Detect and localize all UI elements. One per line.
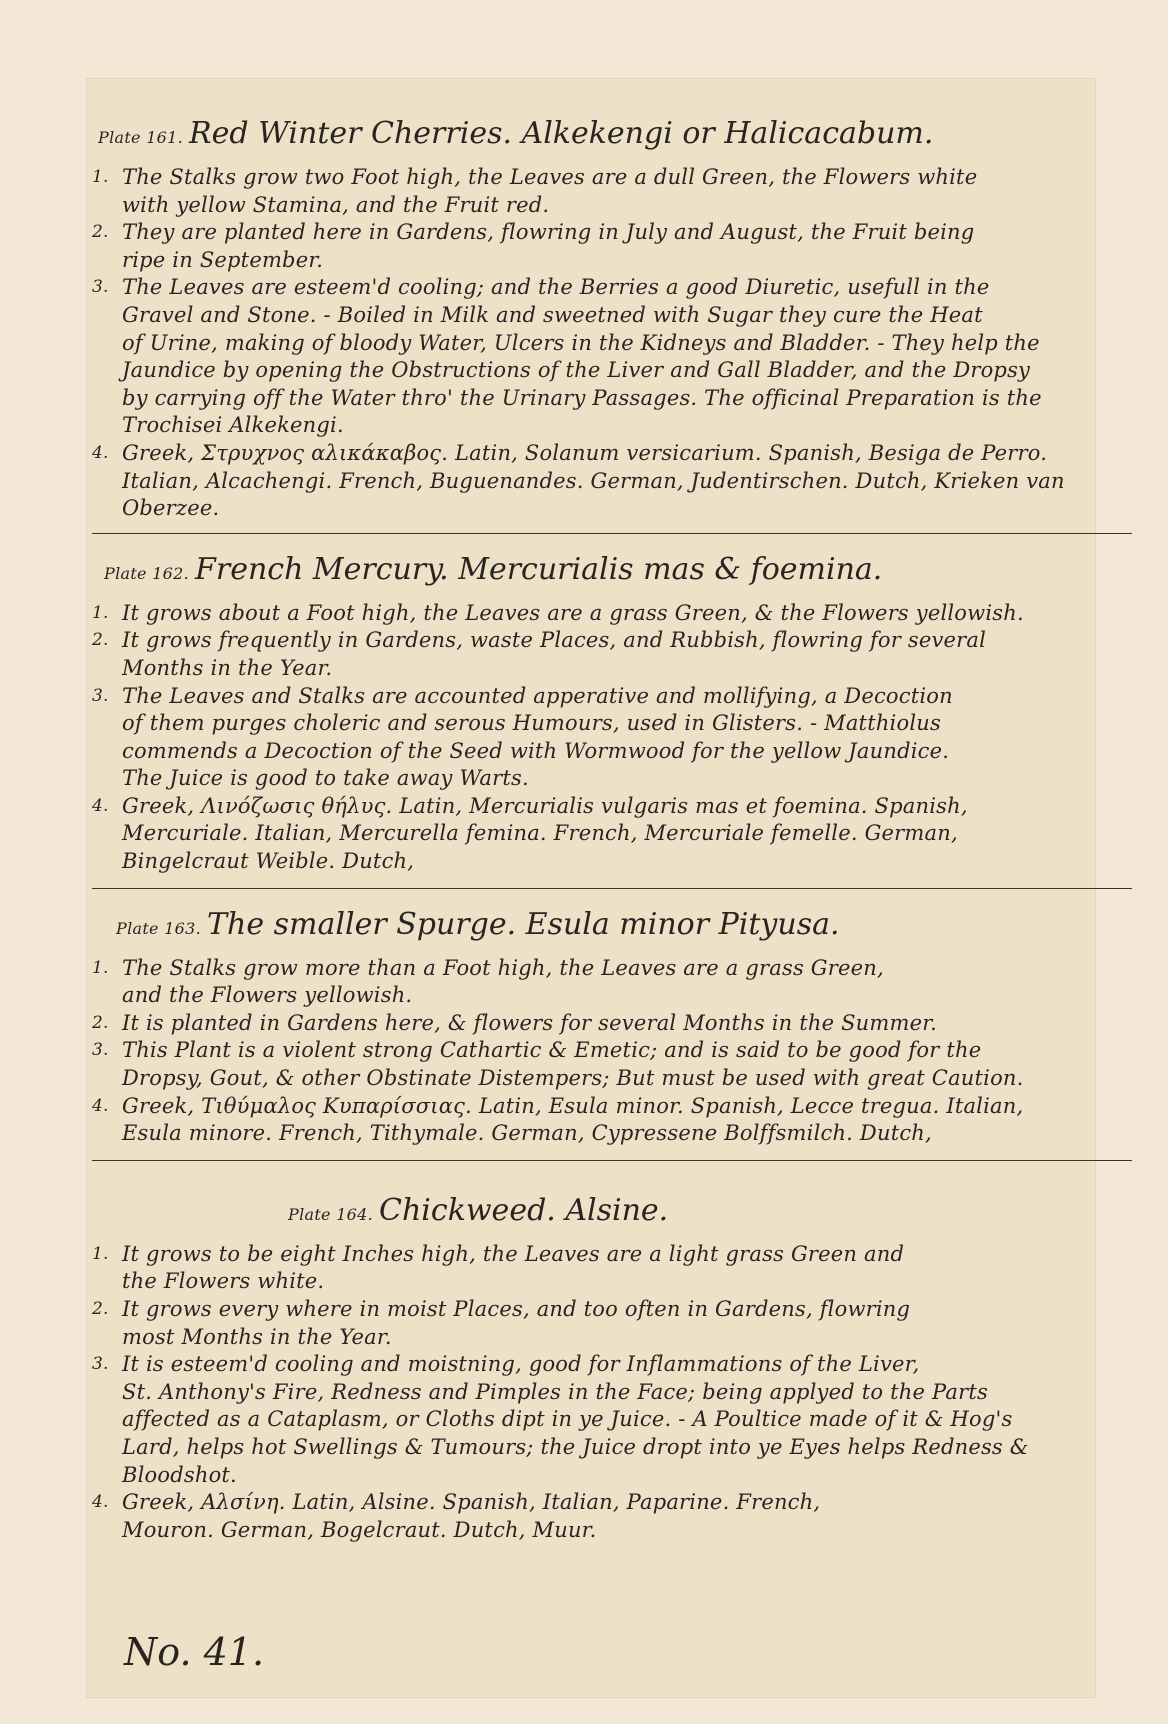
item-number: 3.	[92, 277, 109, 298]
plate-161-item-1	[92, 164, 1132, 219]
plate-164-heading	[288, 1189, 1132, 1237]
plate-164-section	[92, 1189, 1132, 1545]
item-number: 3.	[92, 685, 109, 706]
item-number: 4.	[92, 795, 109, 816]
item-number: 3.	[92, 1354, 109, 1375]
item-text: It grows frequently in Gardens, waste Places, and Rubbish, flowring for several Months in the Year.	[122, 628, 987, 680]
plate-162-item-3	[92, 683, 1132, 793]
plate-163-item-3	[92, 1037, 1132, 1092]
item-number: 1.	[92, 602, 109, 623]
plate-163-item-1	[92, 955, 1132, 1010]
plate-161-item-2	[92, 219, 1132, 274]
plate-163-heading	[116, 903, 1132, 951]
plate-164-item-1	[92, 1241, 1132, 1296]
plate-161-section	[92, 112, 1132, 523]
item-text: Greek, Στρυχνος αλικάκαβος. Latin, Solanum versicarium. Spanish, Besiga de Perro. Italian, Alcachengi. French, Buguenandes. German, Judentirschen. Dutch, Krieken van Oberzee.	[122, 440, 1065, 521]
plate-161-item-3	[92, 274, 1132, 440]
plate-163-title: The smaller Spurge. Esula minor Pityusa.	[207, 906, 840, 942]
item-number: 2.	[92, 222, 109, 243]
item-text: It grows to be eight Inches high, the Leaves are a light grass Green and the Flowers white.	[122, 1241, 905, 1294]
plate-164-item-4	[92, 1489, 1132, 1544]
item-number: 2.	[92, 1299, 109, 1319]
plate-163-section	[92, 903, 1132, 1148]
section-divider	[92, 533, 1132, 534]
item-number: 2.	[92, 1012, 109, 1033]
plate-162-item-4	[92, 793, 1132, 876]
item-text: They are planted here in Gardens, flowring in July and August, the Fruit being ripe in September.	[122, 220, 975, 272]
item-number: 2.	[92, 630, 109, 651]
plate-163-label: Plate 163.	[116, 918, 202, 938]
plate-161-heading	[98, 112, 1132, 160]
plate-161-title: Red Winter Cherries. Alkekengi or Halicacabum.	[189, 116, 934, 151]
plate-162-title: French Mercury. Mercurialis mas & foemina.	[195, 551, 883, 587]
item-text: Greek, Τιθύμαλος Κυπαρίσσιας. Latin, Esula minor. Spanish, Lecce tregua. Italian, Esula minore. French, Tithymale. German, Cypressene Bolffsmilch. Dutch,	[122, 1093, 1024, 1146]
item-number: 4.	[92, 1095, 109, 1116]
item-text: The Stalks grow two Foot high, the Leaves are a dull Green, the Flowers white with yellow Stamina, and the Fruit red.	[122, 165, 978, 217]
content	[92, 112, 1132, 1544]
item-number: 3.	[92, 1040, 109, 1061]
plate-164-label: Plate 164.	[288, 1204, 374, 1224]
item-number: 1.	[92, 957, 109, 978]
plate-161-item-4	[92, 440, 1132, 523]
plate-162-item-1	[92, 600, 1132, 628]
item-text: It grows every where in moist Places, and too often in Gardens, flowring most Months in the Year.	[122, 1297, 911, 1349]
item-text: Greek, Λινόζωσις θήλυς. Latin, Mercurialis vulgaris mas et foemina. Spanish, Mercuriale. Italian, Mercurella femina. French, Mercuriale femelle. German, Bingelcraut Weible. Dutch,	[122, 793, 968, 874]
item-text: The Leaves are esteem'd cooling; and the Berries a good Diuretic, usefull in the Gravel and Stone. - Boiled in Milk and sweetned with Sugar they cure the Heat of Urine, making of bloody Water, Ulcers in the Kidneys and Bladder. - They help the Jaundice by opening the Obstructions of the Liver and Gall Bladder, and the Dropsy by carrying off the Water thro' the Urinary Passages. The officinal Preparation is the Trochisei Alkekengi.	[122, 275, 1042, 438]
item-text: This Plant is a violent strong Cathartic & Emetic; and is said to be good for the Dropsy, Gout, & other Obstinate Distempers; But must be used with great Caution.	[122, 1038, 1024, 1091]
plate-164-title: Chickweed. Alsine.	[379, 1192, 669, 1228]
plate-162-heading	[104, 548, 1132, 596]
item-text: It is planted in Gardens here, & flowers for several Months in the Summer.	[122, 1010, 938, 1035]
section-divider	[92, 1160, 1132, 1161]
plate-162-section	[92, 548, 1132, 876]
plate-164-item-2	[92, 1296, 1132, 1351]
item-text: It grows about a Foot high, the Leaves are a grass Green, & the Flowers yellowish.	[122, 600, 1024, 625]
item-number: 4.	[92, 1492, 109, 1513]
plate-number: No. 41.	[124, 1630, 265, 1674]
item-text: The Leaves and Stalks are accounted apperative and mollifying, a Decoction of them purges choleric and serous Humours, used in Glisters. - Matthiolus commends a Decoction of the Seed with Wormwood for the yellow Jaundice. The Juice is good to take away Warts.	[122, 683, 953, 791]
item-text: It is esteem'd cooling and moistning, good for Inflammations of the Liver, St. Anthony's Fire, Redness and Pimples in the Face; being applyed to the Parts affected as a Cataplasm, or Cloths dipt in ye Juice. - A Poultice made of it & Hog's Lard, helps hot Swellings & Tumours; the Juice dropt into ye Eyes helps Redness & Bloodshot.	[122, 1352, 1029, 1487]
plate-164-item-3	[92, 1351, 1132, 1489]
item-number: 1.	[92, 1243, 109, 1264]
item-text: The Stalks grow more than a Foot high, the Leaves are a grass Green, and the Flowers yellowish.	[122, 955, 884, 1008]
plate-163-item-4	[92, 1093, 1132, 1148]
plate-163-item-2	[92, 1010, 1132, 1038]
item-text: Greek, Αλσίνη. Latin, Alsine. Spanish, Italian, Paparine. French, Mouron. German, Bogelcraut. Dutch, Muur.	[122, 1490, 821, 1542]
item-number: 1.	[92, 167, 109, 187]
section-divider	[92, 888, 1132, 889]
plate-162-item-2	[92, 627, 1132, 682]
plate-161-label: Plate 161.	[98, 128, 184, 147]
item-number: 4.	[92, 442, 109, 463]
plate-162-label: Plate 162.	[104, 563, 190, 583]
